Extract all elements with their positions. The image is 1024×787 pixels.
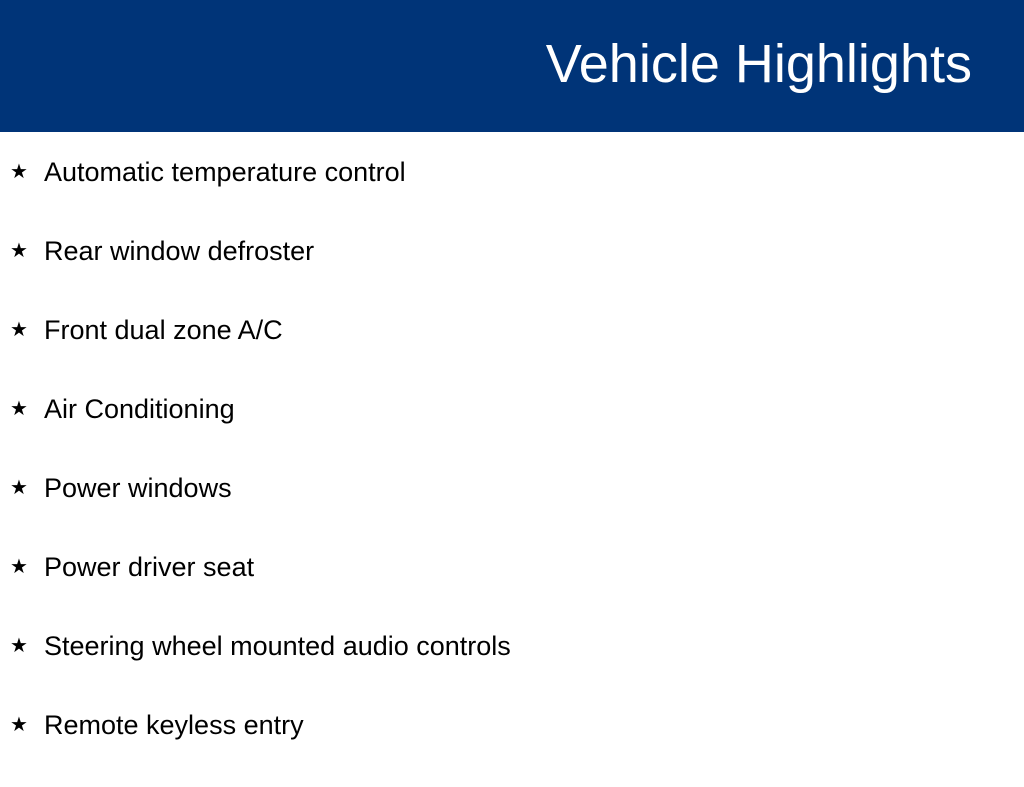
star-icon: ★: [10, 238, 28, 262]
list-item: [0, 708, 1024, 787]
list-item: [0, 550, 1024, 629]
feature-label: Rear window defroster: [44, 236, 315, 266]
feature-list: [0, 155, 1024, 787]
feature-label: Front dual zone A/C: [44, 315, 283, 345]
list-item: [0, 629, 1024, 708]
list-item: [0, 234, 1024, 313]
header-banner: [0, 0, 1024, 132]
star-icon: ★: [10, 712, 28, 736]
star-icon: ★: [10, 396, 28, 420]
star-icon: ★: [10, 475, 28, 499]
feature-label: Power windows: [44, 473, 232, 503]
star-icon: ★: [10, 633, 28, 657]
list-item: [0, 313, 1024, 392]
page-title: Vehicle Highlights: [545, 34, 972, 94]
star-icon: ★: [10, 317, 28, 341]
list-item: [0, 392, 1024, 471]
star-icon: ★: [10, 554, 28, 578]
list-item: [0, 471, 1024, 550]
list-item: [0, 155, 1024, 234]
feature-label: Remote keyless entry: [44, 710, 304, 740]
feature-label: Steering wheel mounted audio controls: [44, 631, 511, 661]
feature-label: Air Conditioning: [44, 394, 235, 424]
feature-label: Power driver seat: [44, 552, 255, 582]
feature-label: Automatic temperature control: [44, 157, 406, 187]
star-icon: ★: [10, 159, 28, 183]
